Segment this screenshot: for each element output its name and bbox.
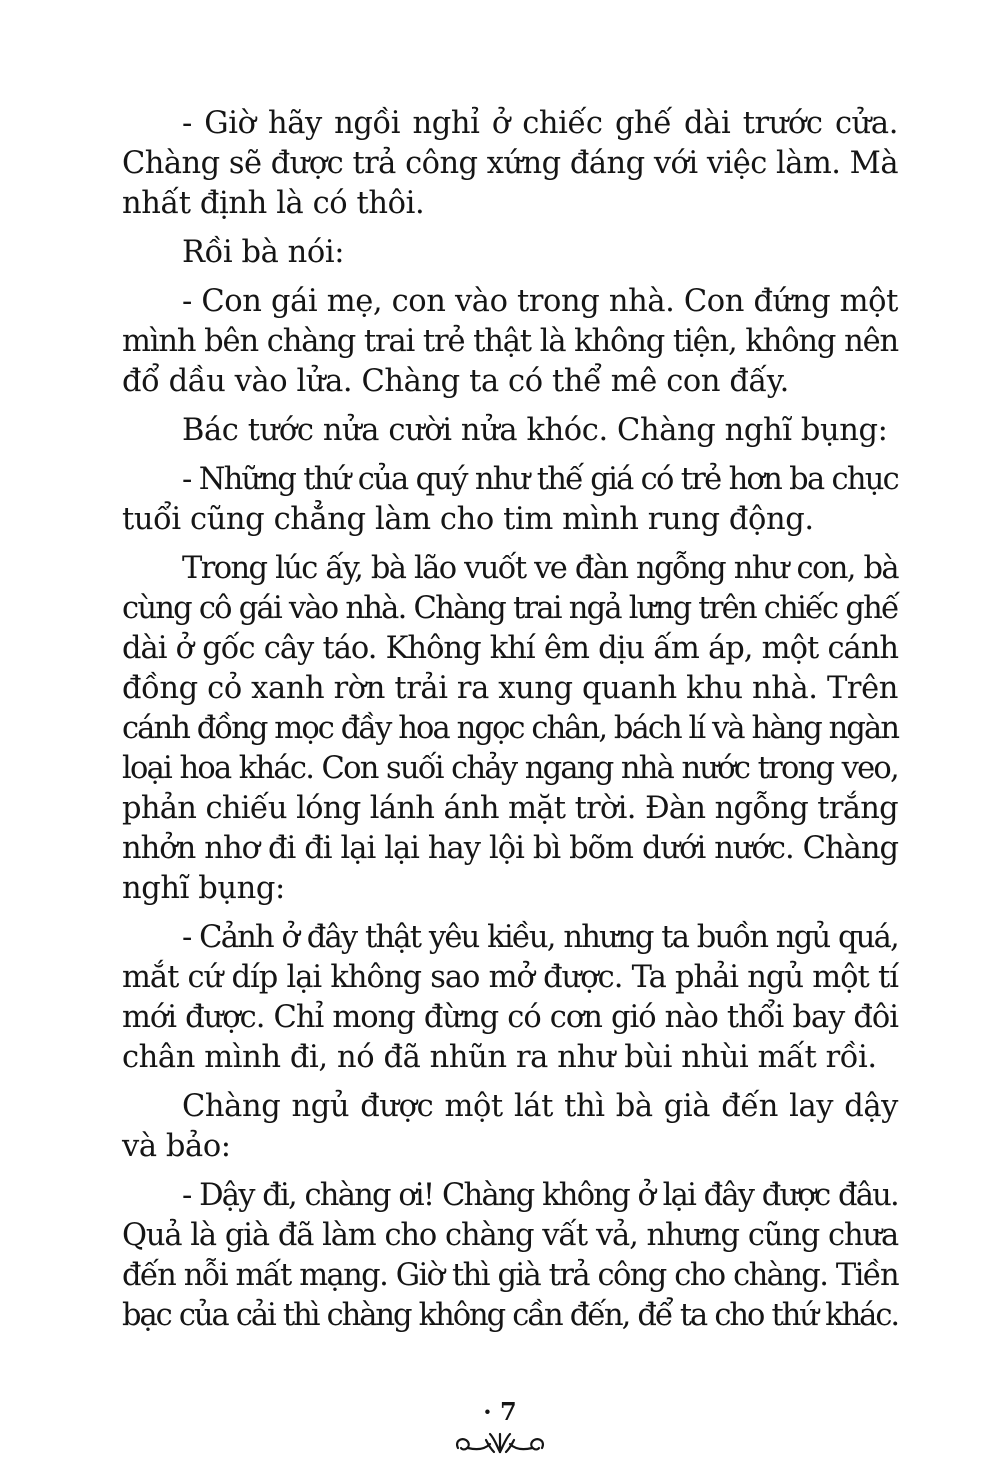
- text-line: Rồi bà nói:: [182, 235, 345, 270]
- text-line: cùng cô gái vào nhà. Chàng trai ngả lưng trên chiếc ghế: [122, 591, 898, 626]
- text-line: Quả là già đã làm cho chàng vất vả, nhưng cũng chưa: [122, 1218, 898, 1253]
- page-number: · 7: [483, 1397, 517, 1426]
- text-line: đến nỗi mất mạng. Giờ thì già trả công cho chàng. Tiền: [122, 1258, 898, 1293]
- paragraph-5: [122, 460, 898, 540]
- text-line: loại hoa khác. Con suối chảy ngang nhà nước trong veo,: [122, 751, 898, 786]
- paragraph-7: [122, 918, 898, 1078]
- text-line: Chàng sẽ được trả công xứng đáng với việc làm. Mà: [122, 146, 898, 181]
- text-line: - Những thứ của quý như thế giá có trẻ hơn ba chục: [182, 462, 898, 497]
- text-line: đổ dầu vào lửa. Chàng ta có thể mê con đấy.: [122, 364, 789, 399]
- text-line: cánh đồng mọc đầy hoa ngọc chân, bách lí và hàng ngàn: [122, 711, 899, 746]
- text-line: Trong lúc ấy, bà lão vuốt ve đàn ngỗng như con, bà: [182, 551, 898, 586]
- paragraph-9: [122, 1176, 898, 1336]
- text-line: - Giờ hãy ngồi nghỉ ở chiếc ghế dài trước cửa.: [182, 106, 898, 141]
- text-line: mới được. Chỉ mong đừng có cơn gió nào thổi bay đôi: [122, 1000, 898, 1035]
- flourish-ornament-icon: [450, 1430, 550, 1460]
- text-line: dài ở gốc cây táo. Không khí êm dịu ấm áp, một cánh: [122, 631, 898, 666]
- text-line: nghĩ bụng:: [122, 871, 285, 906]
- text-line: - Con gái mẹ, con vào trong nhà. Con đứng một: [182, 284, 898, 319]
- paragraph-1: [122, 104, 898, 224]
- text-line: mình bên chàng trai trẻ thật là không tiện, không nên: [122, 324, 898, 359]
- paragraph-3: [122, 282, 898, 402]
- text-line: nhất định là có thôi.: [122, 186, 425, 221]
- text-line: - Cảnh ở đây thật yêu kiều, nhưng ta buồn ngủ quá,: [182, 920, 898, 955]
- text-line: mắt cứ díp lại không sao mở được. Ta phải ngủ một tí: [122, 960, 898, 995]
- text-line: Chàng ngủ được một lát thì bà già đến lay dậy: [182, 1089, 898, 1124]
- text-line: chân mình đi, nó đã nhũn ra như bùi nhùi mất rồi.: [122, 1040, 877, 1075]
- paragraph-8: [122, 1087, 898, 1167]
- paragraph-6: [122, 549, 898, 909]
- text-line: và bảo:: [122, 1129, 231, 1164]
- page-body: [122, 104, 898, 1345]
- text-line: tuổi cũng chẳng làm cho tim mình rung động.: [122, 502, 814, 537]
- page-footer: [0, 1397, 1000, 1460]
- text-line: Bác tước nửa cười nửa khóc. Chàng nghĩ bụng:: [182, 413, 888, 448]
- text-line: nhởn nhơ đi đi lại lại hay lội bì bõm dưới nước. Chàng: [122, 831, 898, 866]
- text-line: phản chiếu lóng lánh ánh mặt trời. Đàn ngỗng trắng: [122, 791, 898, 826]
- text-line: đồng cỏ xanh rờn trải ra xung quanh khu nhà. Trên: [122, 671, 898, 706]
- paragraph-4: [122, 411, 898, 451]
- text-line: - Dậy đi, chàng ơi! Chàng không ở lại đây được đâu.: [182, 1178, 898, 1213]
- text-line: bạc của cải thì chàng không cần đến, để ta cho thứ khác.: [122, 1298, 898, 1333]
- paragraph-2: [122, 233, 898, 273]
